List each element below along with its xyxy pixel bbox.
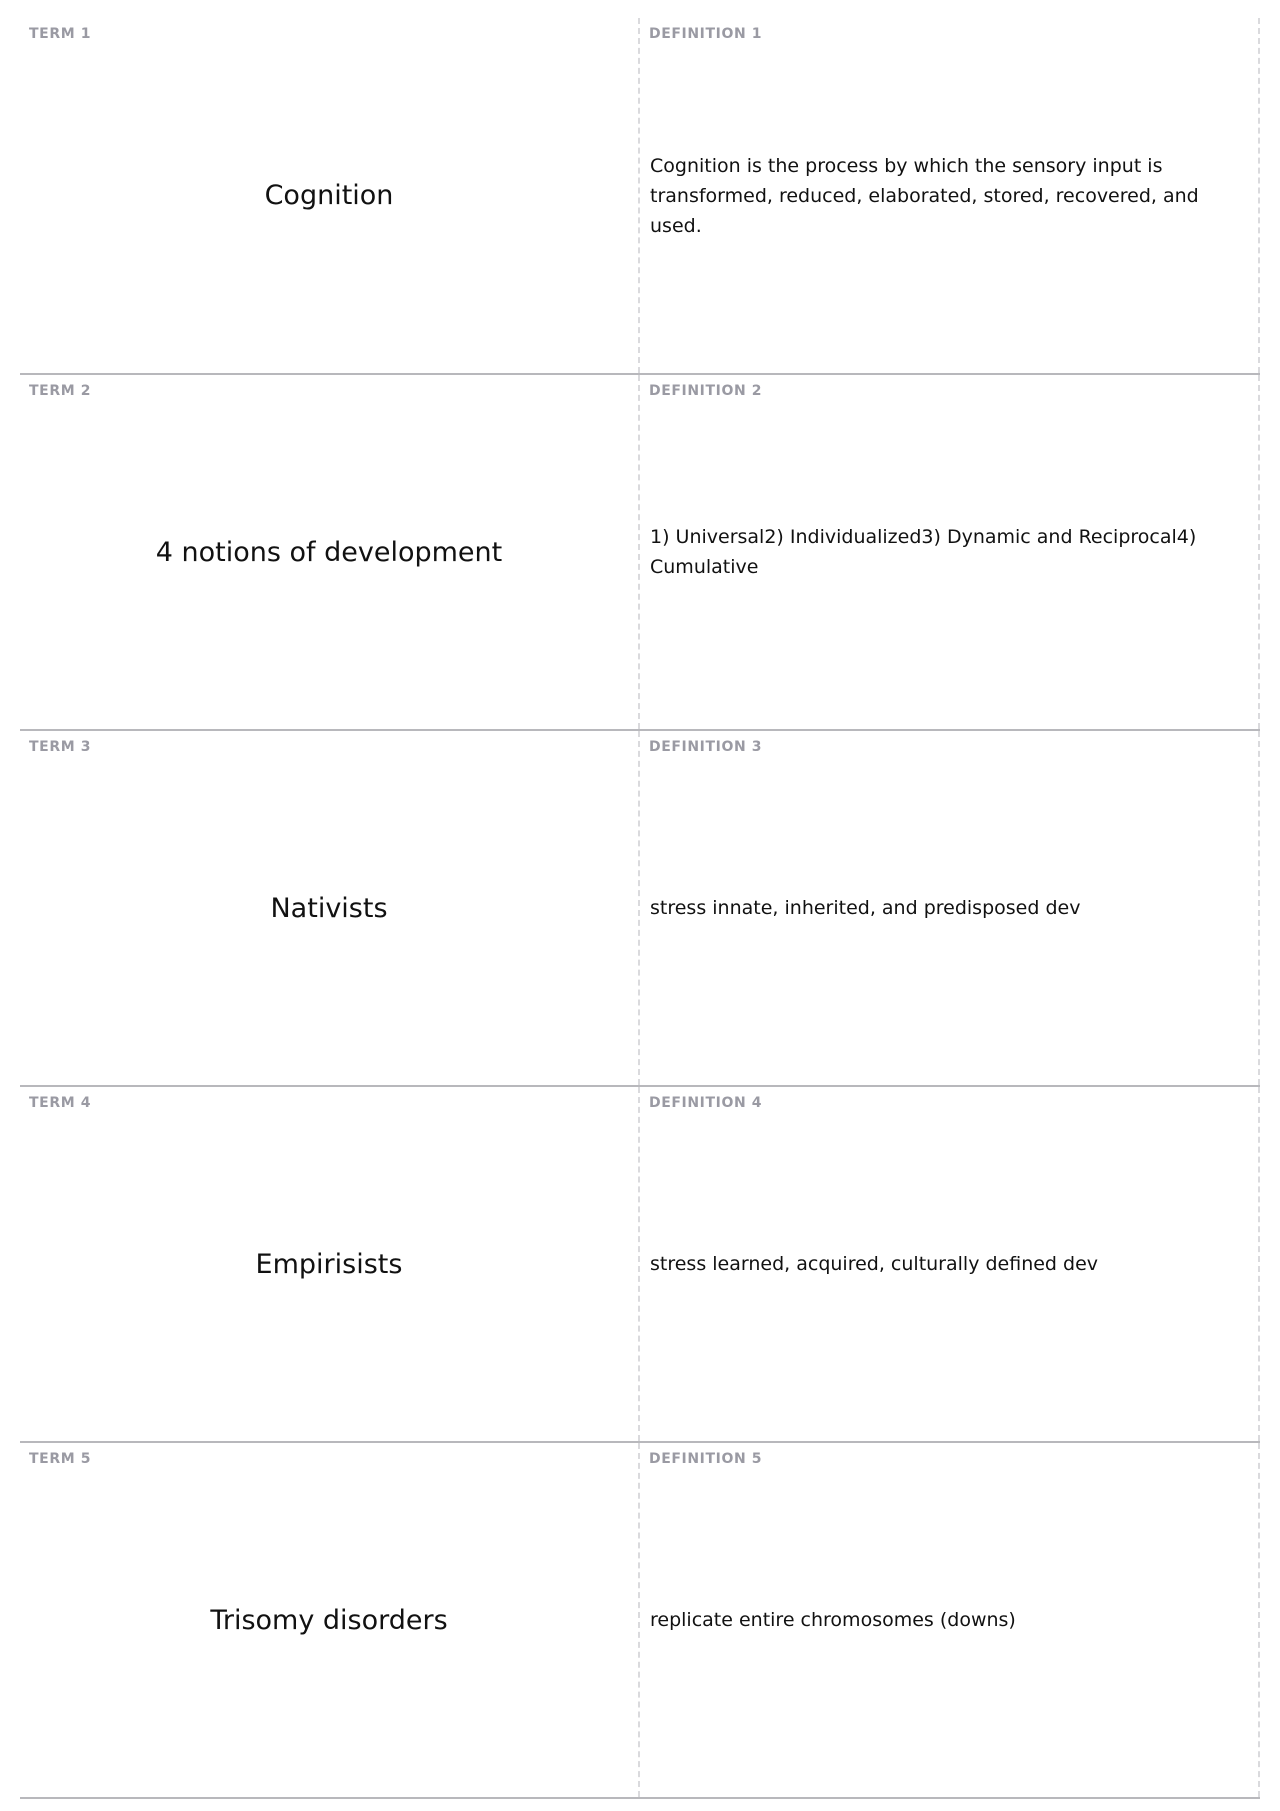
definition-label: DEFINITION 1 bbox=[649, 26, 763, 42]
definition-text: replicate entire chromosomes (downs) bbox=[650, 1609, 1016, 1631]
term-text: Nativists bbox=[270, 892, 388, 924]
card-row-1 bbox=[20, 18, 1260, 375]
definition-label: DEFINITION 3 bbox=[649, 739, 763, 755]
definition-text: 1) Universal2) Individualized3) Dynamic and Reciprocal4) Cumulative bbox=[650, 526, 1197, 578]
definition-label: DEFINITION 2 bbox=[649, 383, 763, 399]
definition-cell bbox=[640, 18, 1260, 373]
definition-label: DEFINITION 4 bbox=[649, 1095, 763, 1111]
term-cell bbox=[20, 18, 640, 373]
definition-text: Cognition is the process by which the sensory input is transformed, reduced, elaborated, stored, recovered, and used. bbox=[650, 154, 1199, 237]
term-label: TERM 5 bbox=[29, 1451, 92, 1467]
card-row-4 bbox=[20, 1087, 1260, 1443]
definition-cell bbox=[640, 1087, 1260, 1441]
term-text: Cognition bbox=[264, 180, 394, 211]
term-cell bbox=[20, 731, 640, 1085]
term-label: TERM 3 bbox=[29, 739, 92, 755]
definition-label: DEFINITION 5 bbox=[649, 1451, 763, 1467]
definition-text: stress innate, inherited, and predisposed dev bbox=[650, 897, 1081, 919]
term-text: 4 notions of development bbox=[155, 536, 503, 568]
definition-cell bbox=[640, 731, 1260, 1085]
term-label: TERM 4 bbox=[29, 1095, 92, 1111]
term-cell bbox=[20, 1443, 640, 1797]
card-row-5 bbox=[20, 1443, 1260, 1799]
term-text: Trisomy disorders bbox=[210, 1604, 448, 1636]
term-cell bbox=[20, 375, 640, 729]
term-label: TERM 2 bbox=[29, 383, 92, 399]
term-text: Empirisists bbox=[255, 1248, 403, 1280]
card-row-3 bbox=[20, 731, 1260, 1087]
definition-cell bbox=[640, 1443, 1260, 1797]
term-cell bbox=[20, 1087, 640, 1441]
term-label: TERM 1 bbox=[29, 26, 92, 42]
card-row-2 bbox=[20, 375, 1260, 731]
definition-text: stress learned, acquired, culturally defined dev bbox=[650, 1253, 1099, 1275]
definition-cell bbox=[640, 375, 1260, 729]
flashcard-sheet bbox=[20, 18, 1260, 1799]
